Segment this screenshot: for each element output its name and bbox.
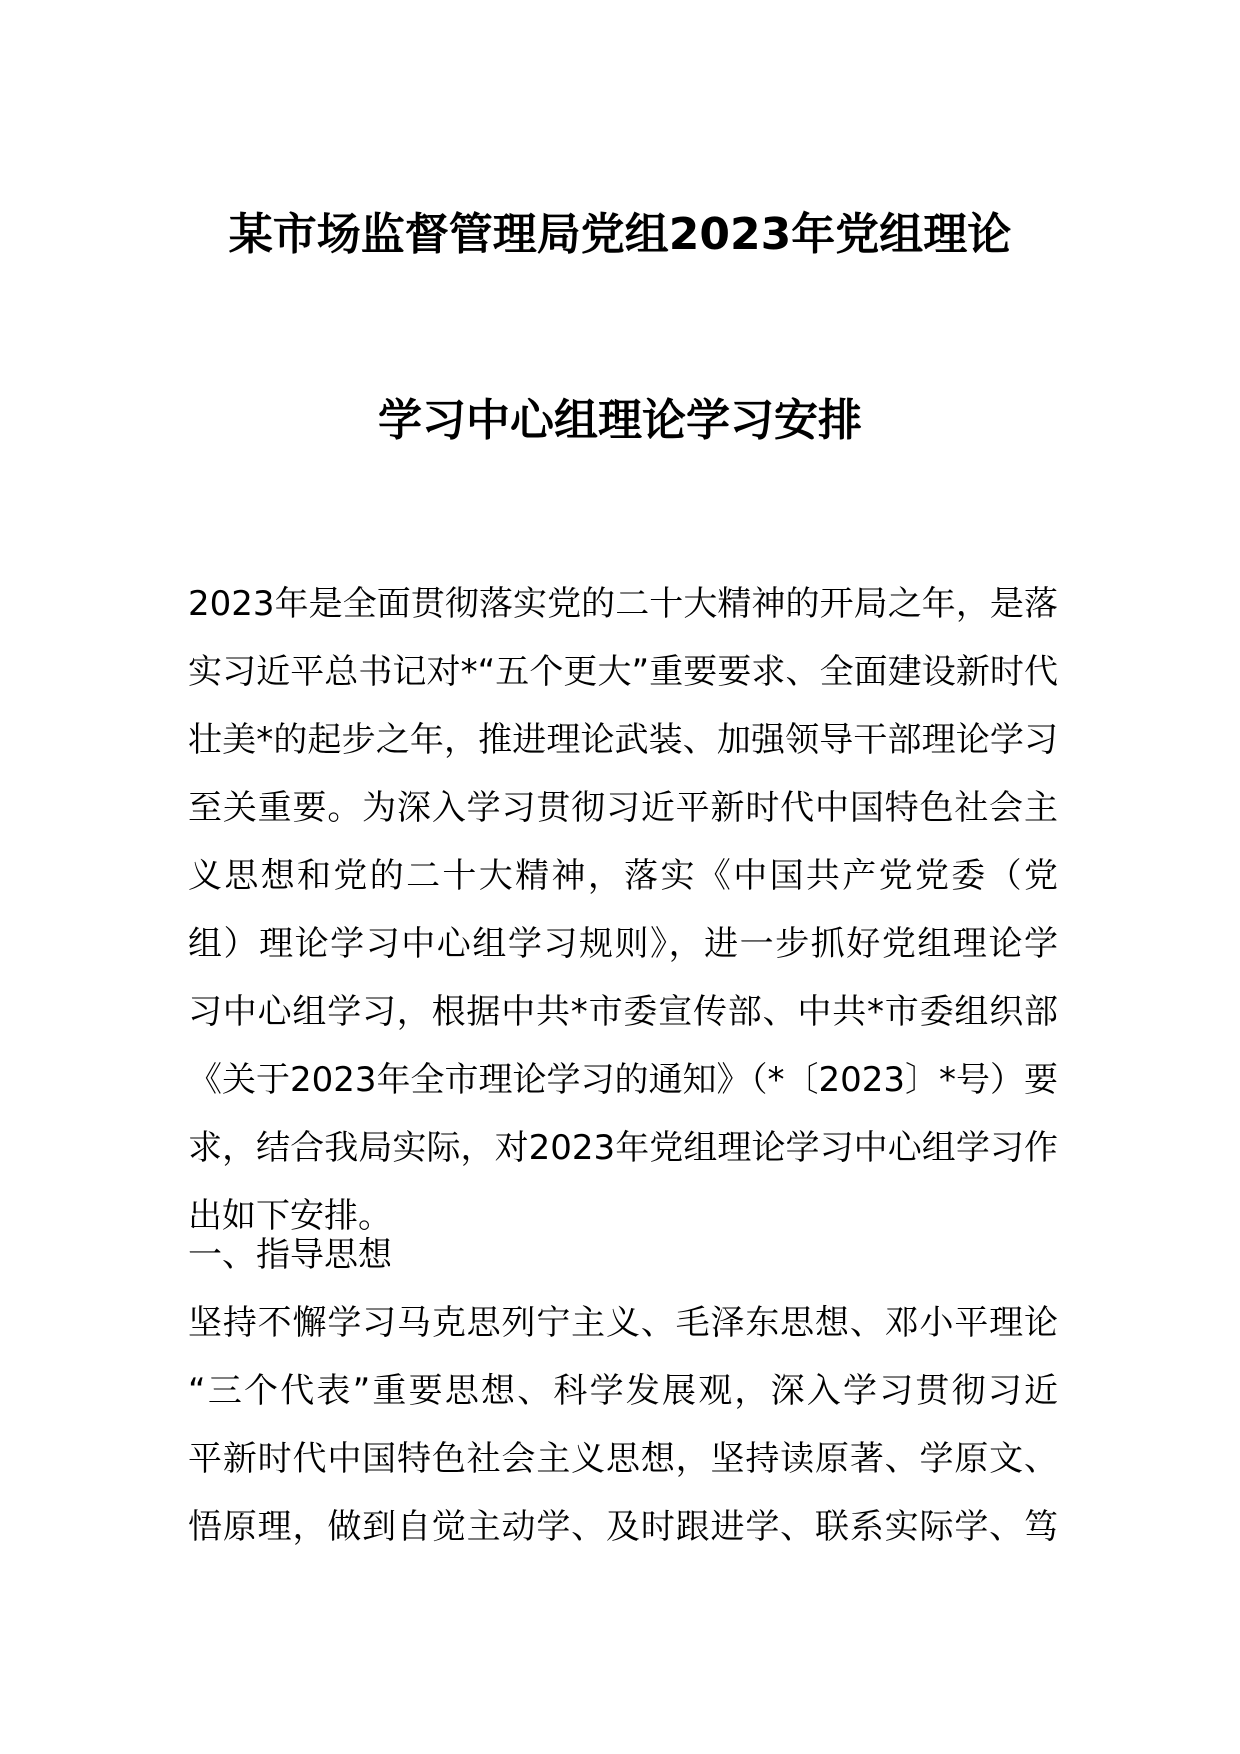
intro-line: 实习近平总书记对*“五个更大”重要要求、全面建设新时代 — [188, 652, 1058, 692]
section-heading-text: 一、指导思想 — [188, 1235, 392, 1275]
paragraph-line: 平新时代中国特色社会主义思想，坚持读原著、学原文、 — [188, 1439, 1058, 1479]
intro-line: 义思想和党的二十大精神，落实《中国共产党党委（党 — [188, 856, 1058, 896]
intro-line: 至关重要。为深入学习贯彻习近平新时代中国特色社会主 — [188, 788, 1058, 828]
document-title-line-2: 学习中心组理论学习安排 — [378, 395, 862, 446]
document-title-line-1: 某市场监督管理局党组2023年党组理论 — [228, 209, 1012, 260]
paragraph-line: “三个代表”重要思想、科学发展观，深入学习贯彻习近 — [188, 1371, 1058, 1411]
intro-line: 出如下安排。 — [188, 1196, 392, 1236]
intro-paragraph — [188, 570, 1058, 1250]
intro-line: 壮美*的起步之年，推进理论武装、加强领导干部理论学习 — [188, 720, 1058, 760]
paragraph-line: 坚持不懈学习马克思列宁主义、毛泽东思想、邓小平理论 — [188, 1303, 1058, 1343]
section-heading-guiding-ideology — [188, 1221, 1058, 1289]
guiding-ideology-paragraph — [188, 1289, 1058, 1561]
intro-line: 求，结合我局实际，对2023年党组理论学习中心组学习作 — [188, 1128, 1058, 1168]
intro-line: 2023年是全面贯彻落实党的二十大精神的开局之年，是落 — [188, 584, 1058, 624]
paragraph-line: 悟原理，做到自觉主动学、及时跟进学、联系实际学、笃 — [188, 1507, 1058, 1547]
intro-line: 《关于2023年全市理论学习的通知》（*〔2023〕*号）要 — [188, 1060, 1059, 1100]
intro-line: 习中心组学习，根据中共*市委宣传部、中共*市委组织部 — [188, 992, 1058, 1032]
intro-line: 组）理论学习中心组学习规则》，进一步抓好党组理论学 — [188, 924, 1058, 964]
